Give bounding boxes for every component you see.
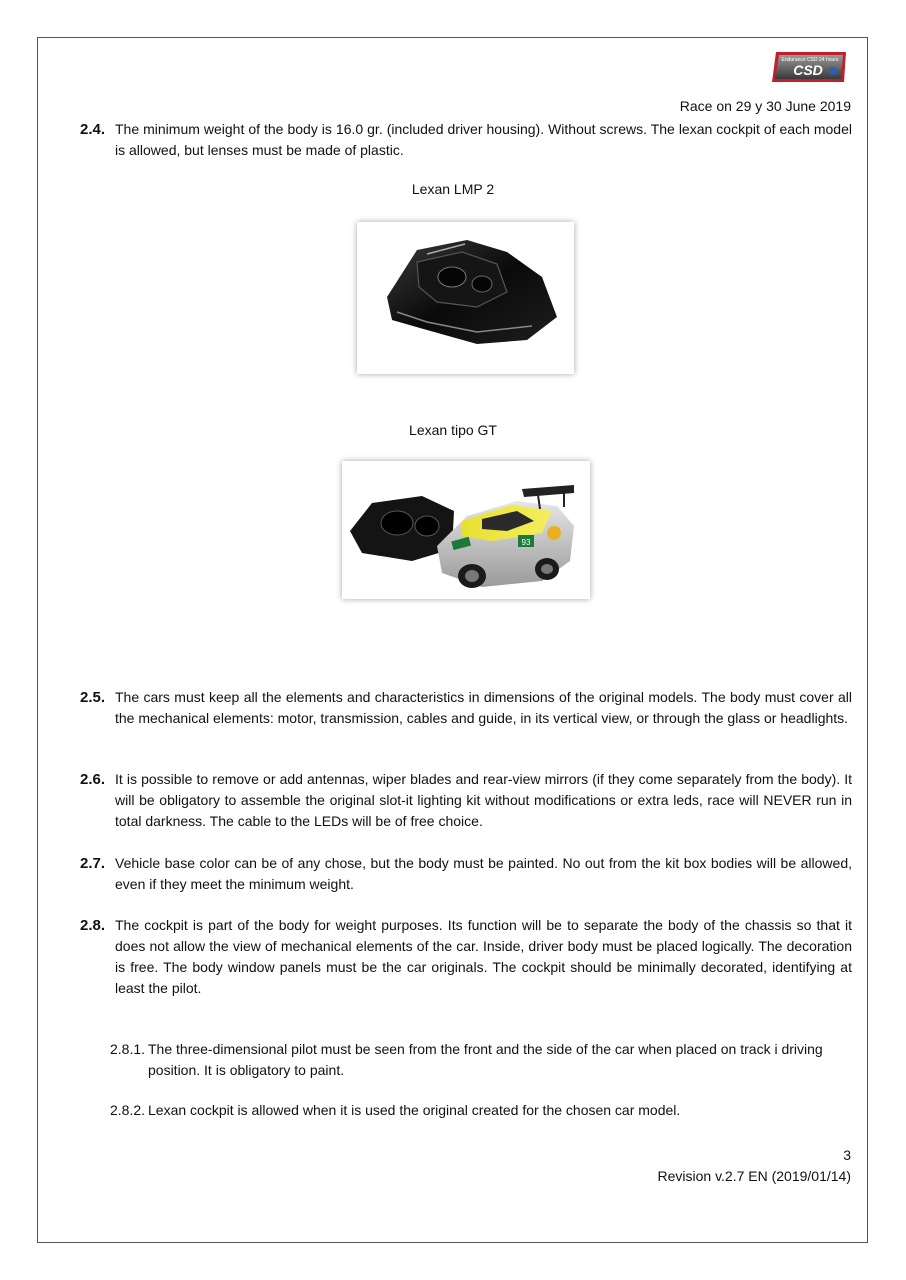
subsection-number: 2.8.1. — [110, 1041, 146, 1057]
section-text: The minimum weight of the body is 16.0 gr. (included driver housing). Without screws. The lexan cockpit of each model is allowed, but lenses must be made of plastic. — [115, 121, 852, 158]
lexan-gt-image — [342, 461, 590, 599]
subsection-2-8-2 — [110, 1100, 855, 1121]
logo-subtitle: Endurance CSD 24 hours — [781, 57, 839, 63]
caption-lexan-lmp2: Lexan LMP 2 — [411, 181, 495, 197]
section-2-6 — [80, 769, 852, 832]
section-text: The cockpit is part of the body for weight purposes. Its function will be to separate the body of the chassis so that it does not allow the view of mechanical elements of the car. Inside, driver body must be placed logically. The decoration is free. The body window panels must be the car originals. The cockpit should be minimally decorated, identifying at least the pilot. — [115, 917, 852, 996]
section-number: 2.4. — [80, 121, 106, 138]
subsection-text: The three-dimensional pilot must be seen from the front and the side of the car when placed on track i driving position. It is obligatory to paint. — [148, 1041, 823, 1078]
section-text: The cars must keep all the elements and characteristics in dimensions of the original models. The body must cover all the mechanical elements: motor, transmission, cables and guide, in its vertical view, or through the glass or headlights. — [115, 689, 852, 726]
section-number: 2.8. — [80, 917, 106, 934]
csd-logo — [770, 50, 850, 84]
section-number: 2.7. — [80, 855, 106, 872]
logo-title: CSD — [793, 62, 823, 78]
section-2-5 — [80, 687, 852, 729]
section-number: 2.5. — [80, 689, 106, 706]
subsection-number: 2.8.2. — [110, 1102, 146, 1118]
car-number: 93 — [521, 538, 531, 547]
page-number: 3 — [843, 1147, 851, 1163]
lexan-lmp2-image — [357, 222, 574, 374]
section-2-7 — [80, 853, 852, 895]
race-date: Race on 29 y 30 June 2019 — [679, 98, 851, 114]
caption-lexan-gt: Lexan tipo GT — [409, 422, 497, 438]
section-text: Vehicle base color can be of any chose, but the body must be painted. No out from the kit box bodies will be allowed, even if they meet the minimum weight. — [115, 855, 852, 892]
revision-label: Revision v.2.7 EN (2019/01/14) — [657, 1168, 851, 1184]
subsection-text: Lexan cockpit is allowed when it is used the original created for the chosen car model. — [148, 1102, 681, 1118]
subsection-2-8-1 — [110, 1039, 855, 1081]
section-2-8 — [80, 915, 852, 999]
section-number: 2.6. — [80, 771, 106, 788]
section-text: It is possible to remove or add antennas, wiper blades and rear-view mirrors (if they come separately from the body). It will be obligatory to assemble the original slot-it lighting kit without modifications or extra leds, race will NEVER run in total darkness. The cable to the LEDs will be of free choice. — [115, 771, 852, 829]
section-2-4 — [80, 119, 852, 161]
